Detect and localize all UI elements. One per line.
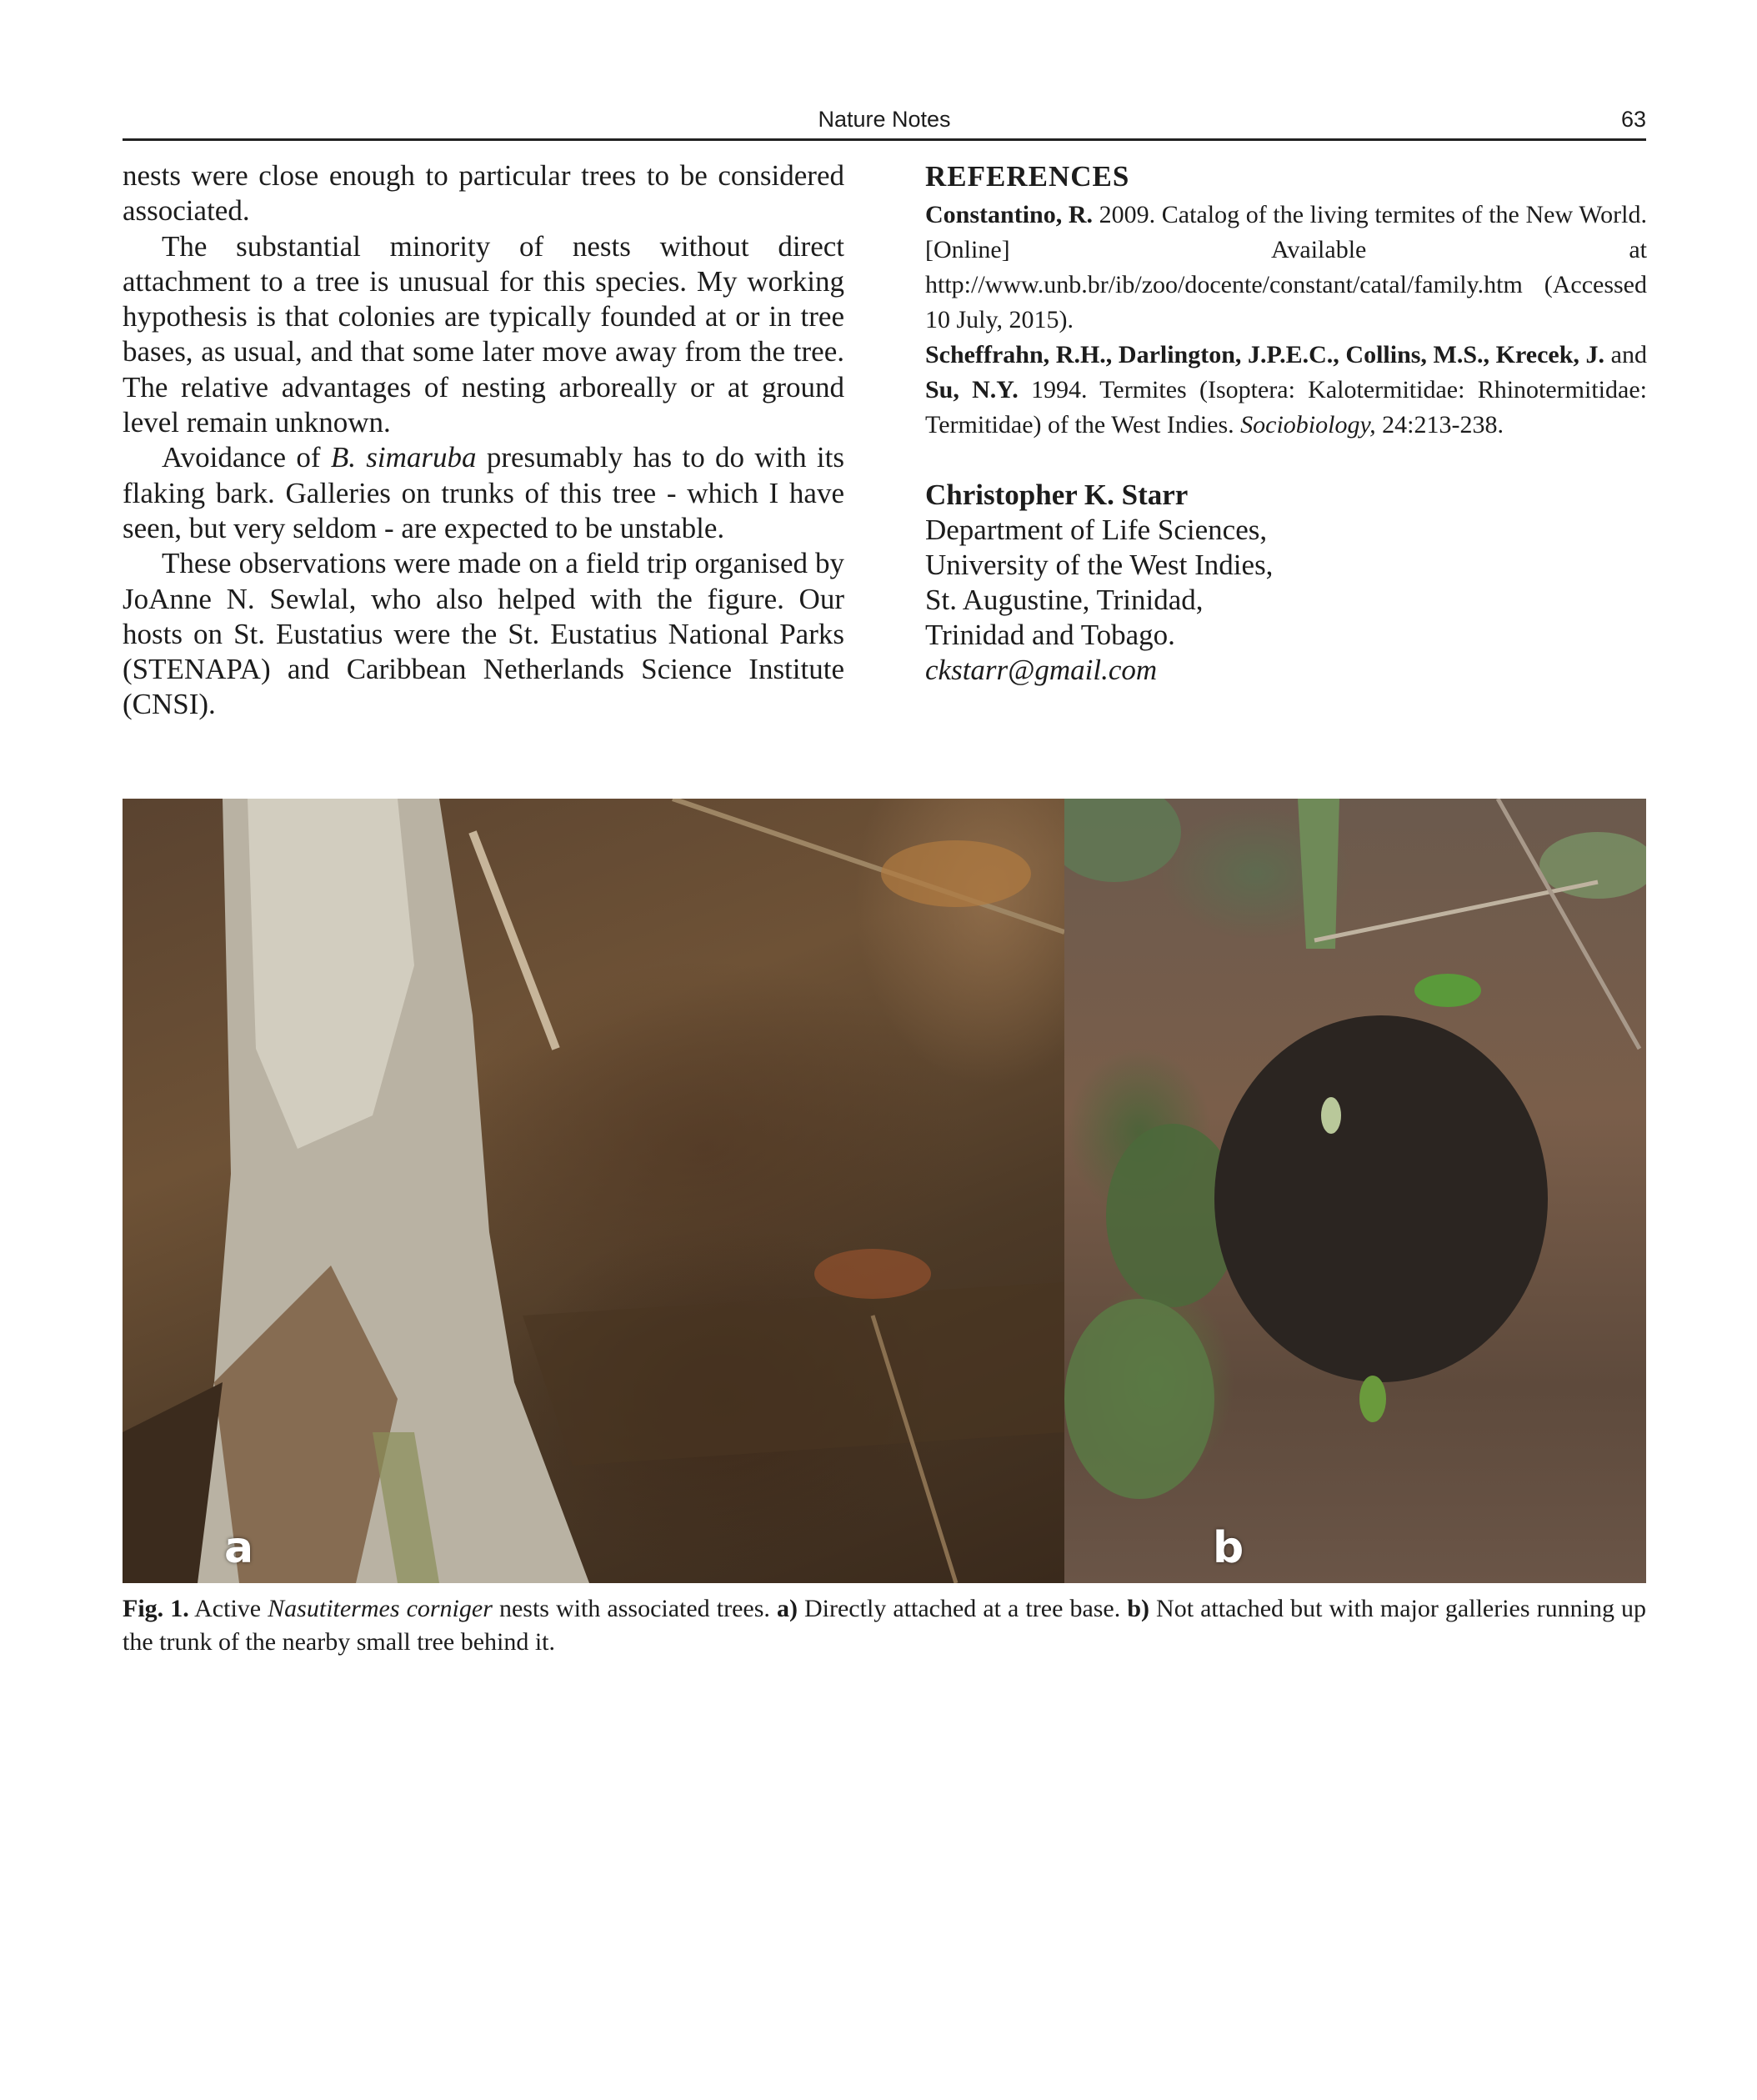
caption-text: Directly attached at a tree base. [797,1595,1128,1622]
author-email: ckstarr@gmail.com [925,654,1158,686]
reference-journal: Sociobiology, [1240,411,1376,439]
caption-figure-number: Fig. 1. [123,1595,189,1622]
reference-author: Su, N.Y. [925,376,1019,403]
taxon-name: B. simaruba [330,441,477,474]
reference-text: 24:213-238. [1375,411,1504,439]
caption-label-b: b) [1127,1595,1149,1622]
tree-base-photo-illustration [123,799,1064,1583]
running-title: Nature Notes [818,107,951,132]
panel-label-a: a [224,1523,254,1573]
caption-text: Not attached but with major galleries running up the trunk of the nearby small tree behind it. [123,1595,1646,1656]
paragraph-continued: nests were close enough to particular trees to be considered associated. [123,159,844,228]
references-heading: REFERENCES [925,160,1130,193]
reference-text: and [1604,341,1647,368]
paragraph-bark-avoidance [123,440,844,546]
reference-text: 1994. Termites (Isoptera: Kalotermitidae: Rhinotermitidae: Termitidae) of the West Indies. [925,376,1647,439]
panel-label-b: b [1213,1523,1244,1573]
figure-photo [123,799,1646,1583]
paragraph-acknowledgements: These observations were made on a field trip organised by JoAnne N. Sewlal, who also helped with the figure. Our hosts on St. Eustatius were the St. Eustatius National Parks (STENAPA) and Caribbean Netherlands Science Institute (CNSI). [123,547,844,721]
figure-caption [123,1592,1646,1659]
author-affiliation: University of the West Indies, [925,549,1274,581]
photo-panel-a [123,799,1064,1583]
right-column [925,158,1647,688]
left-column [123,158,844,723]
text-span: presumably has to do with its flaking bark. Galleries on trunks of this tree - which I have seen, but very seldom - are expected to be unstable. [123,441,844,544]
page-header [123,102,1646,141]
author-affiliation: Department of Life Sciences, [925,514,1268,546]
reference-author: Scheffrahn, R.H., Darlington, J.P.E.C., Collins, M.S., Krecek, J. [925,341,1605,368]
ground-nest-photo-illustration [1064,799,1646,1583]
reference-author: Constantino, R. [925,201,1094,228]
reference-text: 2009. Catalog of the living termites of the New World. [Online] Available at http://www.unb.br/ib/zoo/docente/constant/catal/family.htm (Accessed 10 July, 2015). [925,201,1647,333]
author-block [925,478,1647,688]
author-affiliation: St. Augustine, Trinidad, [925,584,1204,616]
paragraph-nest-hypothesis: The substantial minority of nests without direct attachment to a tree is unusual for this species. My working hypothesis is that colonies are typically founded at or in tree bases, as usual, and that some later move away from the tree. The relative advantages of nesting arboreally or at ground level remain unknown. [123,229,844,439]
author-affiliation: Trinidad and Tobago. [925,619,1175,651]
caption-text: Active [188,1595,268,1622]
reference-entry [925,338,1647,443]
caption-text: nests with associated trees. [492,1595,777,1622]
text-span: Avoidance of [162,441,331,474]
author-name: Christopher K. Starr [925,479,1189,511]
caption-species: Nasutitermes corniger [268,1595,493,1622]
caption-label-a: a) [776,1595,798,1622]
photo-panel-b [1064,799,1646,1583]
reference-entry [925,198,1647,338]
page-number: 63 [1620,107,1646,132]
